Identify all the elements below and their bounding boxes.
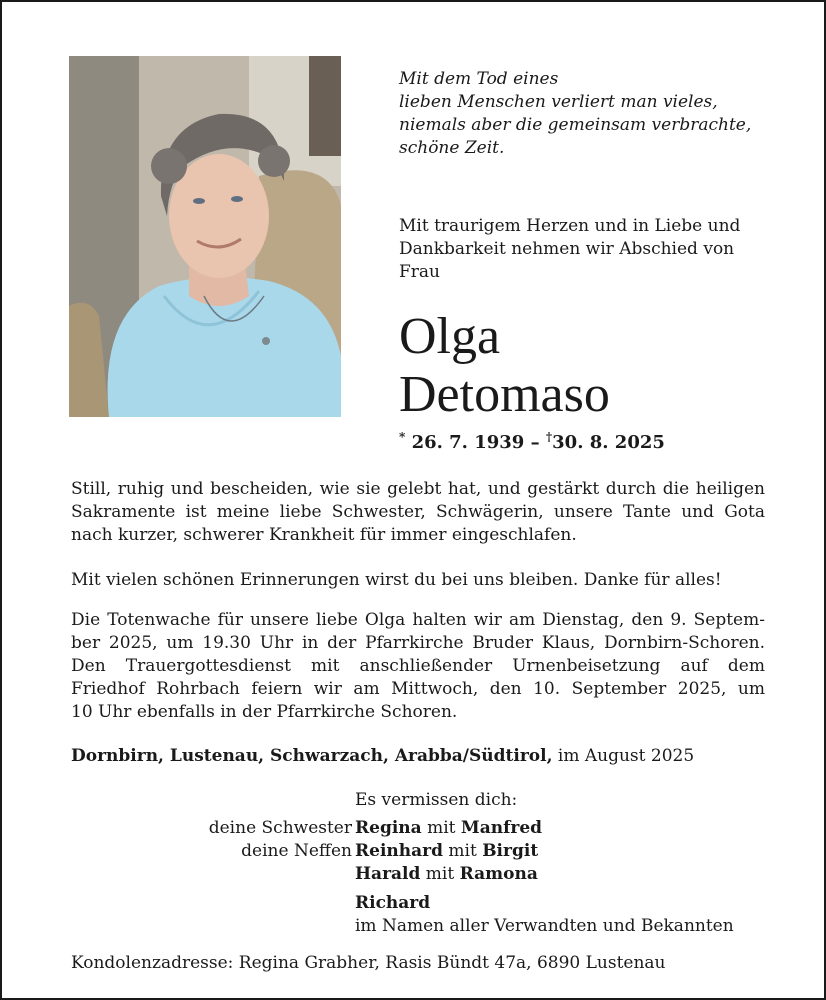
label-sister: deine Schwester — [208, 818, 352, 838]
places-and-date — [71, 746, 694, 766]
last-name: Detomaso — [399, 366, 610, 423]
intro-line: Dankbarkeit nehmen wir Abschied von — [399, 239, 735, 259]
condolence-address: Kondolenzadresse: Regina Grabher, Rasis Bündt 47a, 6890 Lustenau — [71, 953, 666, 973]
intro-line: Frau — [399, 262, 441, 282]
places-date: im August 2025 — [552, 746, 695, 766]
death-date: 30. 8. 2025 — [552, 432, 665, 453]
mourner-name: Ramona — [459, 864, 538, 884]
mourner-row — [355, 817, 734, 840]
intro-line: Mit traurigem Herzen und in Liebe und — [399, 216, 741, 236]
text-line: nach kurzer, schwerer Krankheit für immer eingeschlafen. — [71, 525, 577, 545]
text-line: Die Totenwache für unsere liebe Olga halten wir am Dienstag, den 9. Septem- — [71, 610, 765, 630]
quote-line: lieben Menschen verliert man vieles, — [399, 92, 718, 112]
text-line: Still, ruhig und bescheiden, wie sie gelebt hat, und gestärkt durch die heiligen — [71, 479, 765, 499]
death-symbol: † — [545, 430, 553, 444]
portrait-photo — [69, 56, 341, 417]
text-line: Den Trauergottesdienst mit anschließender Urnenbeisetzung auf dem — [71, 656, 765, 676]
relation-labels — [209, 817, 352, 863]
mourner-name: Manfred — [460, 818, 543, 838]
farewell-intro — [399, 215, 799, 284]
places-names: Dornbirn, Lustenau, Schwarzach, Arabba/Südtirol, — [71, 746, 553, 766]
mourner-name: Harald — [355, 864, 421, 884]
label-nephews: deine Neffen — [241, 841, 352, 861]
text-line: Sakramente ist meine liebe Schwester, Schwägerin, unsere Tante und Gota — [71, 502, 765, 522]
paragraph-passing — [71, 478, 765, 547]
portrait-image — [69, 56, 341, 417]
text-line: Mit vielen schönen Erinnerungen wirst du bei uns bleiben. Danke für alles! — [71, 570, 722, 590]
mourner-row — [355, 863, 734, 886]
paragraph-thanks — [71, 569, 765, 592]
connector: mit — [442, 841, 483, 861]
mourner-name: Richard — [355, 893, 431, 913]
date-separator: – — [530, 432, 540, 453]
text-line: 10 Uhr ebenfalls in der Pfarrkirche Schoren. — [71, 702, 458, 722]
life-dates — [399, 432, 665, 453]
mourners-heading: Es vermissen dich: — [355, 790, 518, 810]
mourner-name: Reinhard — [355, 841, 443, 861]
mourner-row — [355, 840, 734, 863]
text-line: Friedhof Rohrbach feiern wir am Mittwoch, den 10. September 2025, um — [71, 679, 765, 699]
paragraph-services — [71, 609, 765, 724]
mourners-list — [355, 817, 734, 938]
deceased-name — [399, 308, 610, 424]
text-line: ber 2025, um 19.30 Uhr in der Pfarrkirche Bruder Klaus, Dornbirn-Schoren. — [71, 633, 765, 653]
first-name: Olga — [399, 308, 501, 365]
memorial-quote — [399, 68, 799, 160]
birth-date: 26. 7. 1939 — [411, 432, 525, 453]
quote-line: Mit dem Tod eines — [399, 69, 559, 89]
connector: mit — [421, 818, 461, 838]
quote-line: schöne Zeit. — [399, 138, 505, 158]
mourner-name: Regina — [355, 818, 422, 838]
mourners-closing: im Namen aller Verwandten und Bekannten — [355, 916, 734, 936]
mourner-name: Birgit — [482, 841, 539, 861]
quote-line: niemals aber die gemeinsam verbrachte, — [399, 115, 752, 135]
birth-symbol: * — [399, 430, 406, 444]
connector: mit — [420, 864, 460, 884]
mourner-row — [355, 892, 734, 915]
